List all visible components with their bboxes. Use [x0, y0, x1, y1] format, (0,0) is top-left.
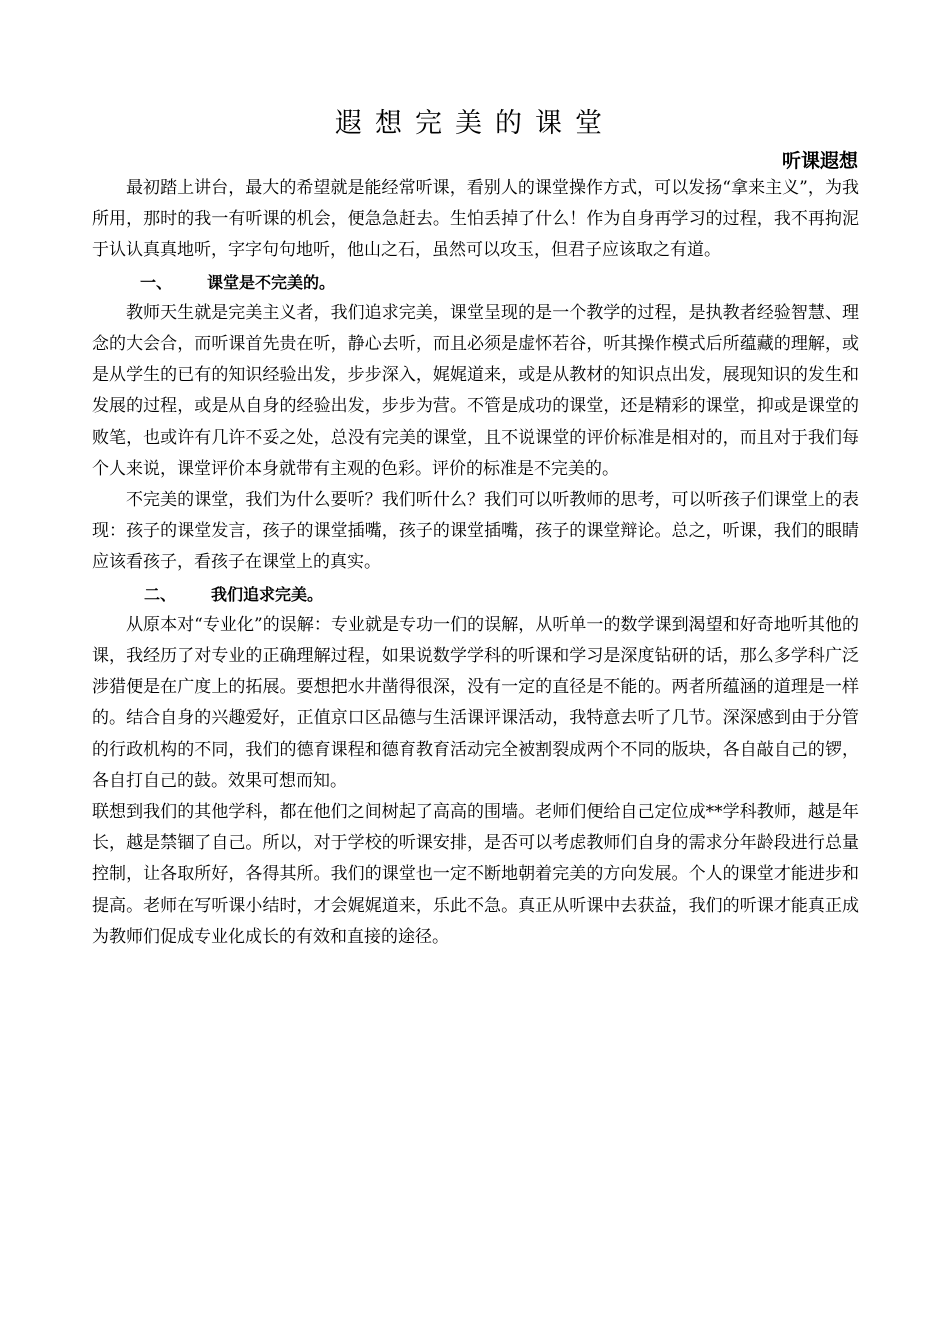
paragraph-section-2: 从原本对“专业化”的误解：专业就是专功一们的误解，从听单一的数学课到渴望和好奇地听其他的课，我经历了对专业的正确理解过程，如果说数学学科的听课和学习是深度钻研的话，那么多学科广泛涉猎便是在广度上的拓展。要想把水井凿得很深，没有一定的直径是不能的。两者所蕴涵的道理是一样的。结合自身的兴趣爱好，正值京口区品德与生活课评课活动，我特意去听了几节。深深感到由于分管的行政机构的不同，我们的德育课程和德育教育活动完全被割裂成两个不同的版块，各自敲自己的锣，各自打自己的鼓。效果可想而知。: [92, 614, 859, 791]
section-heading-2: [92, 579, 859, 610]
document-subtitle: 听课遐想: [781, 150, 858, 172]
document-title: 遐想完美的课堂: [335, 108, 615, 139]
document-body: [92, 173, 859, 953]
section-title-2: 我们追求完美。: [211, 584, 324, 604]
section-number-1: 一、: [140, 272, 173, 292]
section-heading-1: [92, 267, 859, 298]
section-title-1: 课堂是不完美的。: [207, 272, 336, 292]
section-number-2: 二、: [144, 584, 177, 604]
paragraph-intro: 最初踏上讲台，最大的希望就是能经常听课，看别人的课堂操作方式，可以发扬“拿来主义”，为我所用，那时的我一有听课的机会，便急急赶去。生怕丢掉了什么！作为自身再学习的过程，我不再拘泥于认认真真地听，字字句句地听，他山之石，虽然可以攻玉，但君子应该取之有道。: [92, 178, 859, 261]
paragraph-section-1: 教师天生就是完美主义者，我们追求完美，课堂呈现的是一个教学的过程，是执教者经验智慧、理念的大会合，而听课首先贵在听，静心去听，而且必须是虚怀若谷，听其操作模式后所蕴藏的理解，或是从学生的已有的知识经验出发，步步深入，娓娓道来，或是从教材的知识点出发，展现知识的发生和发展的过程，或是从自身的经验出发，步步为营。不管是成功的课堂，还是精彩的课堂，抑或是课堂的败笔，也或许有几许不妥之处，总没有完美的课堂，且不说课堂的评价标准是相对的，而且对于我们每个人来说，课堂评价本身就带有主观的色彩。评价的标准是不完美的。: [92, 302, 859, 479]
paragraph-section-1b: 不完美的课堂，我们为什么要听？我们听什么？我们可以听教师的思考，可以听孩子们课堂上的表现：孩子的课堂发言，孩子的课堂插嘴，孩子的课堂插嘴，孩子的课堂辩论。总之，听课，我们的眼睛应该看孩子，看孩子在课堂上的真实。: [92, 490, 859, 573]
paragraph-section-2b: 联想到我们的其他学科，都在他们之间树起了高高的围墙。老师们便给自己定位成**学科教师，越是年长，越是禁锢了自己。所以，对于学校的听课安排，是否可以考虑教师们自身的需求分年龄段进行总量控制，让各取所好，各得其所。我们的课堂也一定不断地朝着完美的方向发展。个人的课堂才能进步和提高。老师在写听课小结时，才会娓娓道来，乐此不急。真正从听课中去获益，我们的听课才能真正成为教师们促成专业化成长的有效和直接的途径。: [92, 802, 859, 947]
